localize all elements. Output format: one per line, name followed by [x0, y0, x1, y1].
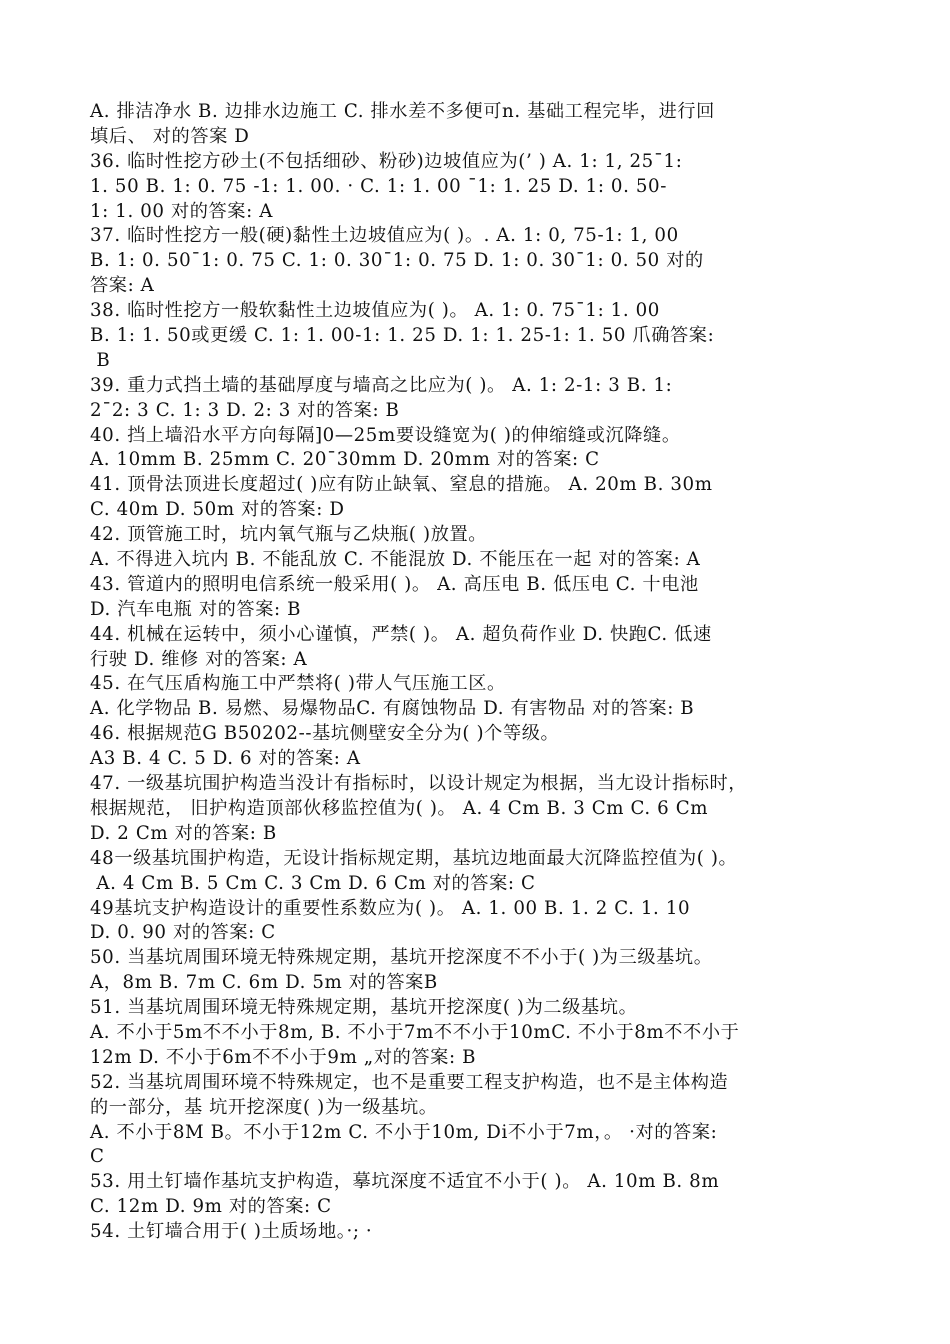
- text-line: 行驶 D. 维修 对的答案: A: [90, 648, 308, 670]
- text-line: A，8m B. 7m C. 6m D. 5m 对的答案B: [90, 972, 438, 994]
- text-line: 2¯2: 3 C. 1: 3 D. 2: 3 对的答案: B: [90, 399, 400, 421]
- text-line: D. 0. 90 对的答案: C: [90, 922, 276, 944]
- text-line: B: [90, 349, 111, 371]
- text-line: 1. 50 B. 1: 0. 75 -1: 1. 00. · C. 1: 1. 00 ¯1: 1. 25 D. 1: 0. 50-: [90, 175, 667, 197]
- text-line: 38. 临时性挖方一般软黏性土边坡值应为( )。 A. 1: 0. 75¯1: 1. 00: [90, 300, 660, 322]
- text-line: 12m D. 不小于6m不不小于9m „对的答案: B: [90, 1046, 477, 1068]
- text-line: D. 汽车电瓶 对的答案: B: [90, 598, 302, 620]
- document-page: [90, 100, 865, 1245]
- text-line: 40. 挡上墙沿水平方向每隔]0—25m要设缝宽为( )的伸缩缝或沉降缝。: [90, 424, 681, 446]
- text-line: C. 12m D. 9m 对的答案: C: [90, 1196, 332, 1218]
- text-line: 42. 顶管施工时，坑内氧气瓶与乙炔瓶( )放置。: [90, 524, 488, 546]
- text-line: 41. 顶骨法顶进长度超过( )应有防止缺氧、窒息的措施。 A. 20m B. 30m: [90, 474, 713, 496]
- text-line: 51. 当基坑周围环境无特殊规定期，基坑开挖深度( )为二级基坑。: [90, 997, 638, 1019]
- text-line: 44. 机械在运转中，须小心谨慎，严禁( )。 A. 超负荷作业 D. 快跑C. 低速: [90, 623, 712, 645]
- text-line: 54. 土钉墙合用于( )土质场地。·; ·: [90, 1221, 373, 1243]
- text-line: A3 B. 4 C. 5 D. 6 对的答案: A: [90, 748, 361, 770]
- text-line: 50. 当基坑周围环境无特殊规定期，基坑开挖深度不不小于( )为三级基坑。: [90, 947, 713, 969]
- text-line: 52. 当基坑周围环境不特殊规定，也不是重要工程支护构造，也不是主体构造: [90, 1071, 729, 1093]
- text-line: 45. 在气压盾构施工中严禁将( )带人气压施工区。: [90, 673, 506, 695]
- text-line: 答案: A: [90, 275, 155, 297]
- text-line: 39. 重力式挡土墙的基础厚度与墙高之比应为( )。 A. 1: 2-1: 3 B. 1:: [90, 374, 673, 396]
- text-line: 46. 根据规范G B50202--基坑侧壁安全分为( )个等级。: [90, 723, 560, 745]
- text-line: 37. 临时性挖方一般(硬)黏性土边坡值应为( )。. A. 1: 0, 75-1: 1, 00: [90, 225, 679, 247]
- text-line: A. 4 Cm B. 5 Cm C. 3 Cm D. 6 Cm 对的答案: C: [90, 872, 536, 894]
- text-line: A. 10mm B. 25mm C. 20¯30mm D. 20mm 对的答案: C: [90, 449, 600, 471]
- text-line: A. 不小于8M B。不小于12m C. 不小于10m, Di不小于7m，。 ·对的答案:: [90, 1121, 718, 1143]
- text-line: 49基坑支护构造设计的重要性系数应为( )。 A. 1. 00 B. 1. 2 C. 1. 10: [90, 897, 691, 919]
- text-line: A. 化学物品 B. 易燃、易爆物品C. 有腐蚀物品 D. 有害物品 对的答案: B: [90, 698, 695, 720]
- text-line: 43. 管道内的照明电信系统一般采用( )。 A. 高压电 B. 低压电 C. 十电池: [90, 573, 699, 595]
- text-line: A. 不小于5m不不小于8m, B. 不小于7m不不小于10mC. 不小于8m不不小于: [90, 1021, 740, 1043]
- text-line: A. 排洁净水 B. 边排水边施工 C. 排水差不多便可n. 基础工程完毕，进行回: [90, 101, 715, 122]
- text-line: B. 1: 1. 50或更缓 C. 1: 1. 00-1: 1. 25 D. 1: 1. 25-1: 1. 50 爪确答案:: [90, 325, 715, 347]
- text-line: 根据规范， 旧护构造顶部伙移监控值为( )。 A. 4 Cm B. 3 Cm C. 6 Cm: [90, 797, 709, 819]
- text-line: 1: 1. 00 对的答案: A: [90, 200, 273, 222]
- text-line: 47. 一级基坑围护构造当没计有指标时，以设计规定为根据，当尢设计指标时，: [90, 773, 748, 795]
- text-line: 53. 用土钉墙作基坑支护构造，摹坑深度不适宜不小于( )。 A. 10m B. 8m: [90, 1171, 720, 1193]
- text-line: 48一级基坑围护构造，无设计指标规定期，基坑边地面最大沉降监控值为( )。: [90, 847, 738, 869]
- text-line: 的一部分，基 坑开挖深度( )为一级基坑。: [90, 1096, 438, 1118]
- text-line: C. 40m D. 50m 对的答案: D: [90, 499, 345, 521]
- text-line: A. 不得进入坑内 B. 不能乱放 C. 不能混放 D. 不能压在一起 对的答案: A: [90, 549, 701, 571]
- text-line: 36. 临时性挖方砂土(不包括细砂、粉砂)边坡值应为(’ ) A. 1: 1, 25¯1:: [90, 150, 683, 172]
- text-line: B. 1: 0. 50¯1: 0. 75 C. 1: 0. 30¯1: 0. 75 D. 1: 0. 30¯1: 0. 50 对的: [90, 250, 704, 272]
- text-line: D. 2 Cm 对的答案: B: [90, 822, 277, 844]
- text-line: 填后、 对的答案 D: [90, 125, 250, 147]
- text-line: C: [90, 1146, 105, 1168]
